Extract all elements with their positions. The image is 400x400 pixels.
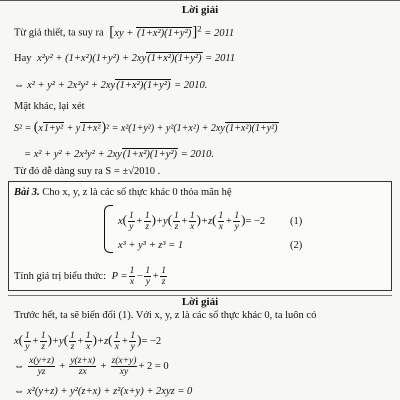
equation-2-tag: (2): [290, 240, 303, 251]
top-rule: [0, 0, 400, 1]
line-s-squared: S² = (x1+y² + y1+x²)² = x²(1+y²) + y²(1+x²) + 2xy(1+x²)(1+y²): [14, 120, 278, 135]
line-equiv-1: ⇔ x² + y² + 2x²y² + 2xy(1+x²)(1+y²) = 2010.: [14, 80, 208, 91]
line-hay-math: x²y² + (1+x²)(1+y²) + 2xy(1+x²)(1+y²) = 2011: [37, 53, 236, 64]
solution-heading: Lời giải: [181, 4, 219, 16]
line-hay: Hay x²y² + (1+x²)(1+y²) + 2xy(1+x²)(1+y²) = 2011: [14, 53, 236, 64]
line-mat-khac: Mặt khác, lại xét: [14, 101, 85, 112]
line-transform-1: x( $\frac{1}{y}$ + $\frac{1}{z}$ )+y( $\frac{1}{z}$ + $\frac{1}{x}$ )+z( $\frac{1}{x}$ + $\frac{1}{y}$ )= −2: [14, 331, 162, 352]
system-equation-2: x³ + y³ + z³ = 1: [118, 240, 184, 251]
line-first: Trước hết, ta sẽ biến đổi (1). Với x, y, z là các số thực khác 0, ta luôn có: [14, 310, 317, 321]
solution-heading-2: Lời giải: [181, 296, 219, 308]
line-conclusion: Từ đó dễ dàng suy ra S = ±√2010 .: [14, 166, 161, 177]
line-s-squared-2: = x² + y² + 2x²y² + 2xy(1+x²)(1+y²) = 2010.: [24, 149, 215, 160]
line-transform-3: ⇔ x²(y+z) + y²(z+x) + z²(x+y) + 2xyz = 0: [14, 386, 193, 397]
equation-1-tag: (1): [290, 216, 303, 227]
system-equation-1: x( $\frac{1}{y}$ + $\frac{1}{z}$ )+y( $\frac{1}{z}$ + $\frac{1}{x}$ )+z( $\frac{1}{x}$ + $\frac{1}{y}$ )= −2: [118, 211, 266, 232]
line-assumption: Từ giả thiết, ta suy ra [xy + (1+x²)(1+y²)]$^2$ = 2011: [14, 23, 235, 40]
line-assumption-math: [xy + (1+x²)(1+y²)]$^2$ = 2011: [109, 23, 235, 40]
ask-expression: P = $\frac{1}{x}$ − $\frac{1}{y}$ + $\frac{1}{z}$: [111, 266, 167, 287]
line-transform-2: ⇔ $\frac{x(y+z)}{yz}$ + $\frac{y(z+x)}{zx}$ + $\frac{z(x+y)}{xy}$ + 2 = 0: [14, 356, 169, 377]
system-brace: [104, 205, 113, 253]
problem-statement: Bài 3. Cho x, y, z là các số thực khác 0 thỏa mãn hệ: [14, 187, 232, 198]
ask-line: Tính giá trị biểu thức: P = $\frac{1}{x}$ − $\frac{1}{y}$ + $\frac{1}{z}$: [14, 266, 167, 287]
